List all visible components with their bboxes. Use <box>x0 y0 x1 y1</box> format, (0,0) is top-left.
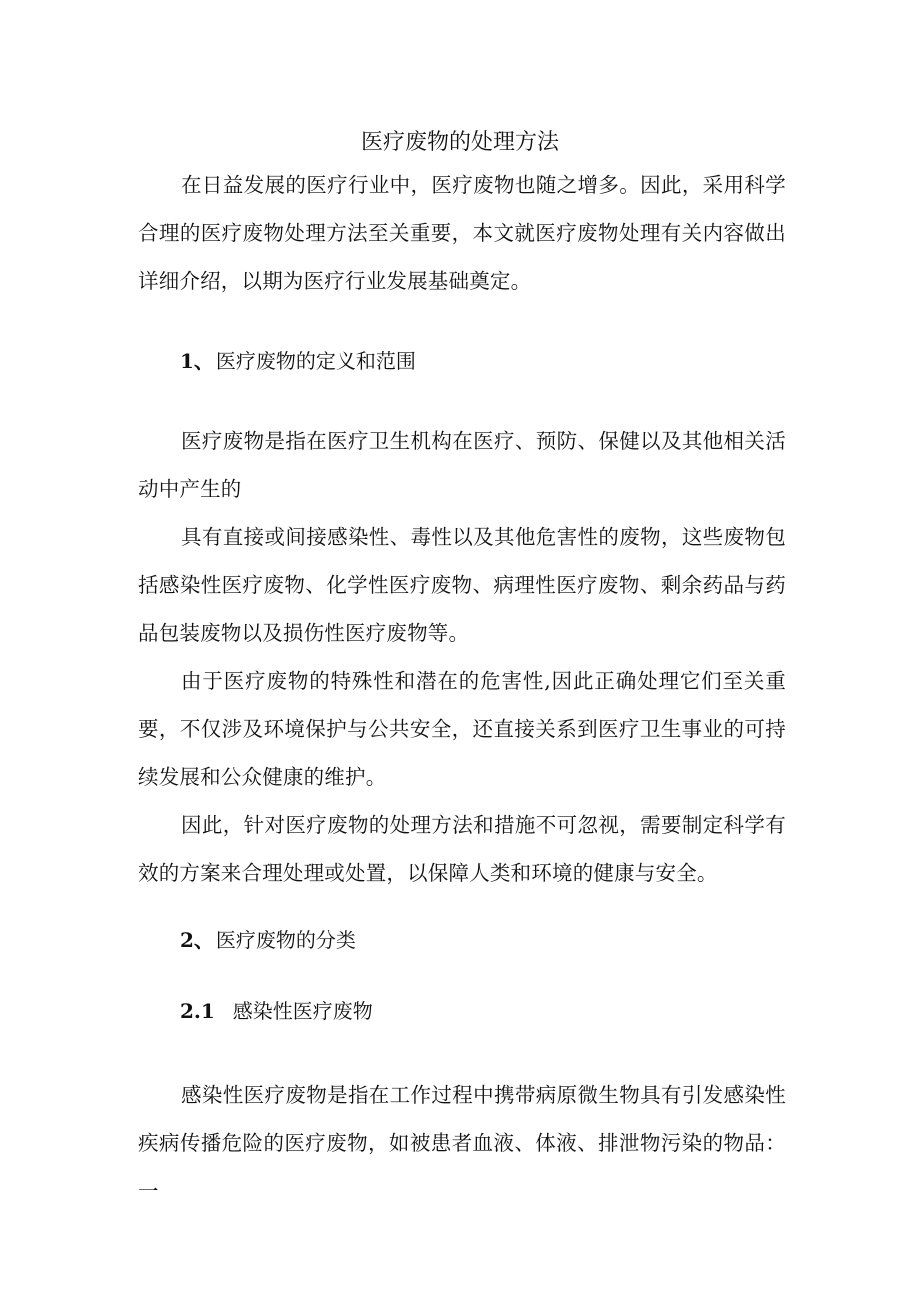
section-1-paragraph-4: 因此，针对医疗废物的处理方法和措施不可忽视，需要制定科学有效的方案来合理处理或处置，以保障人类和环境的健康与安全。 <box>138 813 786 885</box>
section-2-title: 医疗废物的分类 <box>215 928 356 952</box>
section-1-heading <box>180 346 416 376</box>
section-1-title: 医疗废物的定义和范围 <box>215 349 416 373</box>
subsection-2-1-number: 2.1 <box>180 999 215 1023</box>
section-1-paragraph-1: 医疗废物是指在医疗卫生机构在医疗、预防、保健以及其他相关活动中产生的 <box>138 429 786 501</box>
document-title: 医疗废物的处理方法 <box>360 130 559 155</box>
subsection-2-1-paragraph-1: 感染性医疗废物是指在工作过程中携带病原微生物具有引发感染性疾病传播危险的医疗废物，如被患者血液、体液、排泄物污染的物品：一 <box>138 1083 786 1203</box>
subsection-2-1-title: 感染性医疗废物 <box>232 999 373 1023</box>
intro-paragraph: 在日益发展的医疗行业中，医疗废物也随之增多。因此，采用科学合理的医疗废物处理方法至关重要，本文就医疗废物处理有关内容做出详细介绍，以期为医疗行业发展基础奠定。 <box>138 173 786 293</box>
section-1-paragraph-2: 具有直接或间接感染性、毒性以及其他危害性的废物，这些废物包括感染性医疗废物、化学性医疗废物、病理性医疗废物、剩余药品与药品包装废物以及损伤性医疗废物等。 <box>138 525 786 645</box>
section-1-number: 1、 <box>180 349 214 373</box>
section-2-number: 2、 <box>180 928 214 952</box>
section-1-paragraph-3: 由于医疗废物的特殊性和潜在的危害性,因此正确处理它们至关重要，不仅涉及环境保护与公共安全，还直接关系到医疗卫生事业的可持续发展和公众健康的维护。 <box>138 669 786 789</box>
subsection-2-1-heading <box>180 996 373 1026</box>
section-2-heading <box>180 925 356 955</box>
